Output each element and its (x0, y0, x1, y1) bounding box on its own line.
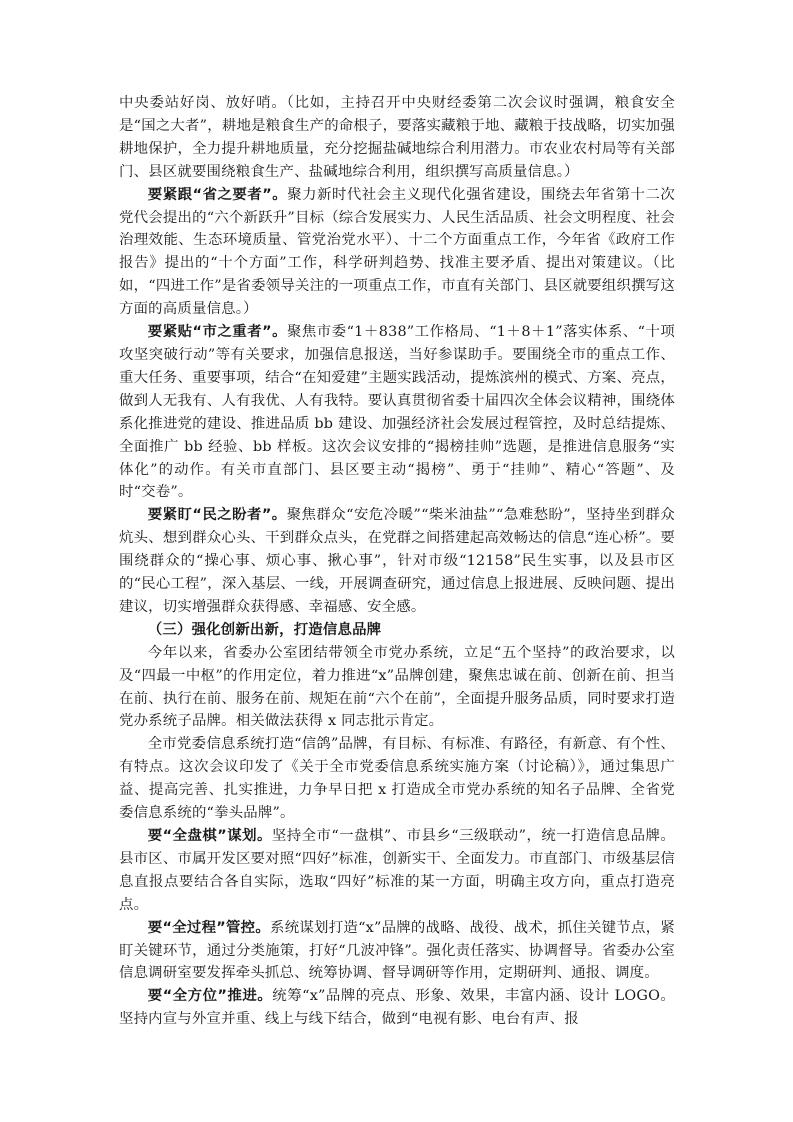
paragraph-3 (119, 504, 675, 619)
paragraph-2 (119, 321, 675, 504)
paragraph-0-text: 中央委站好岗、放好哨。（比如，主持召开中央财经委第二次会议时强调，粮食安全是“国之大者”，耕地是粮食生产的命根子，要落实藏粮于地、藏粮于技战略，切实加强耕地保护，全力提升耕地质量，充分挖掘盐碱地综合利用潜力。市农业农村局等有关部门、县区就要围绕粮食生产、盐碱地综合利用，组织撰写高质量信息。） (119, 95, 675, 180)
paragraph-7-text: 系统谋划打造“x”品牌的战略、战役、战术，抓住关键节点，紧盯关键环节，通过分类施策，打好“几波冲锋”。强化责任落实、协调督导。省委办公室信息调研室要发挥牵头抓总、统筹协调、督导调研等作用，定期研判、通报、调度。 (119, 919, 675, 982)
paragraph-4 (119, 642, 675, 734)
paragraph-8 (119, 985, 675, 1031)
paragraph-5 (119, 733, 675, 825)
paragraph-6 (119, 825, 675, 917)
paragraph-1-lead: 要紧跟“省之要者”。 (147, 186, 288, 203)
paragraph-7 (119, 917, 675, 986)
paragraph-6-text: 坚持全市“一盘棋”、市县乡“三级联动”，统一打造信息品牌。县市区、市属开发区要对照“四好”标准，创新实干、全面发力。市直部门、市级基层信息直报点要结合各自实际，选取“四好”标准的某一方面，明确主攻方向，重点打造亮点。 (119, 828, 676, 913)
paragraph-2-text: 聚焦市委“1＋838”工作格局、“1＋8＋1”落实体系、“十项攻坚突破行动”等有关要求，加强信息报送，当好参谋助手。要围绕全市的重点工作、重大任务、重要事项，结合“在知爱建”主题实践活动，提炼滨州的模式、方案、亮点，做到人无我有、人有我优、人有我特。要认真贯彻省委十届四次全体会议精神，围绕体系化推进党的建设、推进品质 bb 建设、加强经济社会发展过程管控，及时总结提炼、全面推广 bb 经验、bb 样板。这次会议安排的“揭榜挂帅”选题，是推进信息服务“实体化”的动作。有关市直部门、县区要主动“揭榜”、勇于“挂帅”、精心“答题”、及时“交卷”。 (119, 324, 676, 501)
paragraph-8-lead: 要“全方位”推进。 (147, 988, 273, 1005)
paragraph-6-lead: 要“全盘棋”谋划。 (147, 828, 272, 844)
paragraph-2-lead: 要紧贴“市之重者”。 (147, 324, 287, 341)
paragraph-3-lead: 要紧盯“民之盼者”。 (147, 507, 287, 524)
paragraph-1 (119, 184, 675, 321)
paragraph-3-text: 聚焦群众“安危冷暖”“柴米油盐”“急难愁盼”，坚持坐到群众炕头、想到群众心头、干到群众点头，在党群之间搭建起高效畅达的信息“连心桥”。要围绕群众的“操心事、烦心事、揪心事”，针对市级“12158”民生实事，以及县市区的“民心工程”，深入基层、一线，开展调查研究，通过信息上报进展、反映问题、提出建议，切实增强群众获得感、幸福感、安全感。 (119, 507, 675, 615)
paragraph-5-text: 全市党委信息系统打造“信鸽”品牌，有目标、有标准、有路径，有新意、有个性、有特点。这次会议印发了《关于全市党委信息系统实施方案（讨论稿）》，通过集思广益、提高完善、扎实推进，力争早日把 x 打造成全市党办系统的知名子品牌、全省党委信息系统的“拳头品牌”。 (119, 736, 675, 822)
section-heading: （三）强化创新出新，打造信息品牌 (147, 621, 382, 638)
paragraph-1-text: 聚力新时代社会主义现代化强省建设，围绕去年省第十二次党代会提出的“六个新跃升”目标（综合发展实力、人民生活品质、社会文明程度、社会治理效能、生态环境质量、管党治党水平）、十二个方面重点工作，今年省《政府工作报告》提出的“十个方面”工作，科学研判趋势、找准主要矛盾、提出对策建议。（比如，“四进工作”是省委领导关注的一项重点工作，市直有关部门、县区就要组织撰写这方面的高质量信息。） (119, 186, 676, 318)
paragraph-4-text: 今年以来，省委办公室团结带领全市党办系统，立足“五个坚持”的政治要求，以及“四最一中枢”的作用定位，着力推进“x”品牌创建，聚焦忠诚在前、创新在前、担当在前、执行在前、服务在前、规矩在前“六个在前”，全面提升服务品质，同时要求打造党办系统子品牌。相关做法获得 x 同志批示肯定。 (119, 644, 675, 730)
paragraph-7-lead: 要“全过程”管控。 (147, 919, 271, 936)
document-page (119, 92, 675, 1031)
paragraph-8-text: 统筹“x”品牌的亮点、形象、效果，丰富内涵、设计 LOGO。坚持内宣与外宣并重、线上与线下结合，做到“电视有影、电台有声、报 (119, 988, 675, 1028)
paragraph-0 (119, 92, 675, 184)
